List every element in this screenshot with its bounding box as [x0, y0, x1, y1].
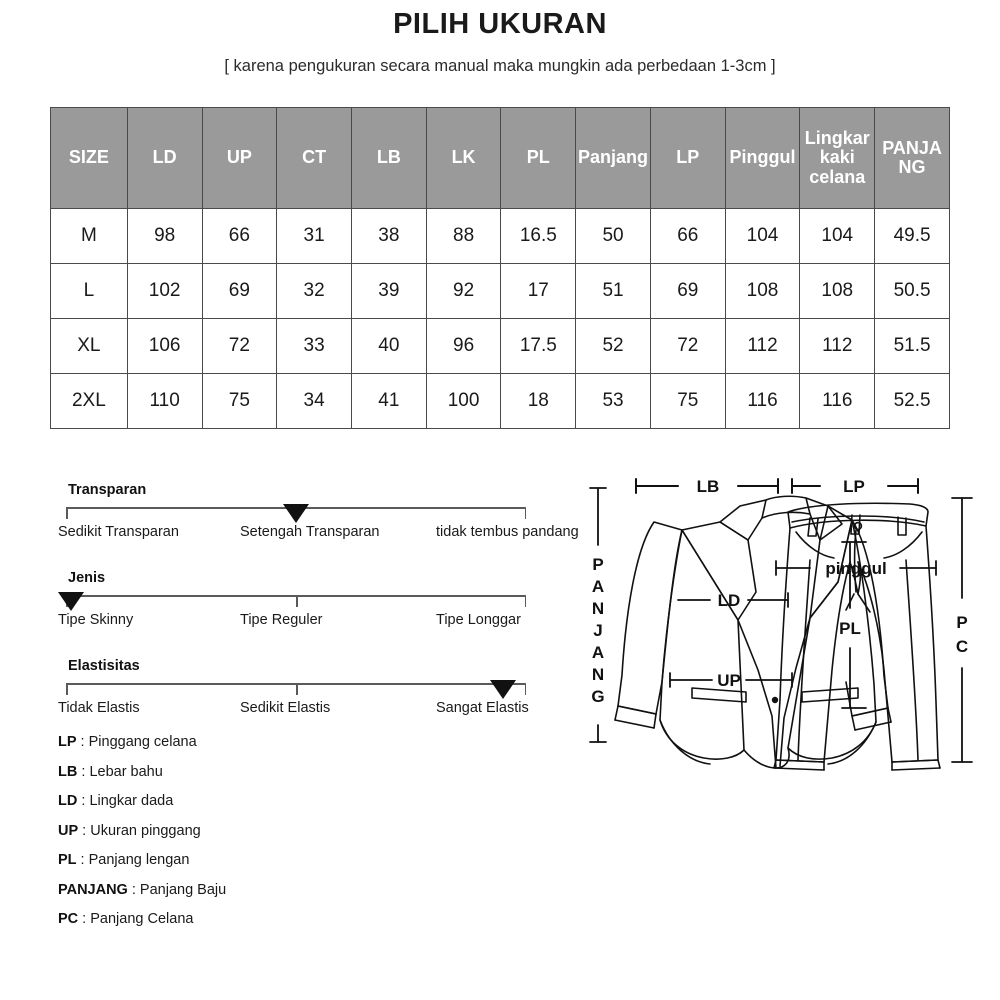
cell-lingkar-kaki: 104 [800, 209, 875, 264]
cell-lk: 100 [426, 374, 501, 429]
legend-item: PL : Panjang lengan [58, 852, 190, 868]
cell-ld: 102 [127, 264, 202, 319]
cell-panjang-baju: 52.5 [875, 374, 950, 429]
cell-lb: 41 [351, 374, 426, 429]
cell-panjang-baju: 50.5 [875, 264, 950, 319]
label-ld: LD [717, 591, 741, 610]
legend-desc: Pinggang celana [88, 734, 197, 750]
label-lp: LP [843, 477, 865, 496]
scale-marker-triangle-icon [283, 504, 309, 523]
scale-jenis-labels [58, 612, 598, 632]
label-pl: PL [839, 619, 861, 638]
cell-panjang-baju: 49.5 [875, 209, 950, 264]
cell-size: L [51, 264, 128, 319]
cell-up: 66 [202, 209, 277, 264]
cell-ld: 98 [127, 209, 202, 264]
label-pc-p: P [956, 613, 968, 632]
scale-elastisitas-bar [66, 683, 526, 696]
legend-item: PC : Panjang Celana [58, 911, 194, 927]
legend-desc: Panjang Baju [139, 881, 227, 898]
cell-size: M [51, 209, 128, 264]
column-header-pl: PL [501, 108, 576, 209]
cell-pl: 18 [501, 374, 576, 429]
cell-lp: 72 [650, 319, 725, 374]
label-pinggul: pinggul [825, 559, 887, 578]
cell-pinggul: 112 [725, 319, 800, 374]
legend-abbr: PC [58, 911, 79, 927]
cell-lk: 88 [426, 209, 501, 264]
table-row [51, 374, 950, 429]
cell-panjang-baju: 51.5 [875, 319, 950, 374]
column-header-up: UP [202, 108, 277, 209]
column-header-ct: CT [277, 108, 352, 209]
cell-pl: 17 [501, 264, 576, 319]
legend-item: LP : Pinggang celana [58, 734, 197, 750]
cell-up: 72 [202, 319, 277, 374]
page-title: PILIH UKURAN [393, 8, 607, 40]
scale-tick-middle [296, 683, 298, 695]
garment-diagrams [570, 470, 990, 940]
legend-abbr: LB [58, 763, 78, 780]
legend-abbr: PANJANG [58, 881, 128, 898]
scale-transparan [58, 482, 579, 544]
legend-item: PANJANG : Panjang Baju [58, 881, 227, 898]
cell-size: 2XL [51, 374, 128, 429]
scale-tick-start [66, 507, 68, 519]
scale-jenis [58, 570, 558, 632]
table-row [51, 264, 950, 319]
column-header-lingkar-kaki-celana: Lingkar kaki celana [800, 108, 875, 209]
table-row [51, 319, 950, 374]
label-lb: LB [696, 477, 720, 496]
label-up: UP [717, 671, 741, 690]
cell-lp: 75 [650, 374, 725, 429]
column-header-lp: LP [650, 108, 725, 209]
column-header-ld: LD [127, 108, 202, 209]
cell-panjang: 51 [576, 264, 651, 319]
label-panjang-a: A [591, 577, 605, 596]
scale-tick-end [525, 595, 527, 607]
scale-label-high: Tipe Longgar [436, 612, 521, 628]
legend-abbr: LD [58, 793, 78, 809]
cell-lingkar-kaki: 112 [800, 319, 875, 374]
scale-transparan-bar [66, 507, 526, 520]
cell-lk: 92 [426, 264, 501, 319]
label-panjang-p: P [592, 555, 604, 574]
cell-ct: 32 [277, 264, 352, 319]
scale-jenis-bar [66, 595, 526, 608]
legend-abbr: LP [58, 734, 77, 750]
label-panjang-n: N [591, 599, 605, 618]
scale-label-mid: Sedikit Elastis [240, 700, 331, 716]
scale-elastisitas-labels [58, 700, 598, 720]
scale-transparan-title: Transparan [68, 482, 147, 498]
scale-label-mid: Tipe Reguler [240, 612, 323, 628]
cell-pl: 17.5 [501, 319, 576, 374]
cell-lb: 38 [351, 209, 426, 264]
label-panjang-a2: A [591, 643, 605, 662]
scale-label-low: Tipe Skinny [58, 612, 134, 628]
scale-tick-end [525, 507, 527, 519]
table-header-row [51, 108, 950, 209]
cell-ld: 110 [127, 374, 202, 429]
cell-lp: 66 [650, 209, 725, 264]
cell-panjang: 53 [576, 374, 651, 429]
scale-jenis-title: Jenis [68, 570, 106, 586]
scale-marker-triangle-icon [490, 680, 516, 699]
table-row [51, 209, 950, 264]
label-panjang-n2: N [591, 665, 605, 684]
legend-desc: Lebar bahu [89, 763, 163, 780]
scale-label-high: Sangat Elastis [436, 700, 529, 716]
scale-tick-end [525, 683, 527, 695]
column-header-panjang: Panjang [576, 108, 651, 209]
cell-up: 75 [202, 374, 277, 429]
property-scales [58, 482, 579, 746]
column-header-size: SIZE [51, 108, 128, 209]
label-panjang-j: J [593, 621, 603, 640]
cell-pl: 16.5 [501, 209, 576, 264]
scale-marker-triangle-icon [58, 592, 84, 611]
size-table [50, 107, 950, 429]
cell-ct: 33 [277, 319, 352, 374]
cell-size: XL [51, 319, 128, 374]
column-header-panjang-celana: PANJANG [875, 108, 950, 209]
cell-lp: 69 [650, 264, 725, 319]
scale-tick-middle [296, 595, 298, 607]
legend-item: LB : Lebar bahu [58, 763, 163, 780]
scale-label-high: tidak tembus pandang [436, 524, 579, 540]
scale-label-low: Sedikit Transparan [58, 524, 179, 540]
legend-desc: Ukuran pinggang [90, 822, 201, 839]
column-header-lb: LB [351, 108, 426, 209]
cell-pinggul: 108 [725, 264, 800, 319]
cell-lb: 39 [351, 264, 426, 319]
cell-lb: 40 [351, 319, 426, 374]
scale-elastisitas [58, 658, 558, 720]
legend-item: LD : Lingkar dada [58, 793, 174, 809]
legend-abbr: UP [58, 822, 79, 839]
legend-desc: Panjang Celana [90, 911, 194, 927]
size-table-container [50, 107, 950, 429]
column-header-lk: LK [426, 108, 501, 209]
label-panjang-g: G [591, 687, 605, 706]
column-header-pinggul: Pinggul [725, 108, 800, 209]
cell-panjang: 50 [576, 209, 651, 264]
scale-transparan-labels [58, 524, 598, 544]
cell-ld: 106 [127, 319, 202, 374]
cell-up: 69 [202, 264, 277, 319]
cell-pinggul: 104 [725, 209, 800, 264]
cell-pinggul: 116 [725, 374, 800, 429]
scale-tick-start [66, 683, 68, 695]
abbreviation-legend [58, 735, 458, 942]
legend-desc: Lingkar dada [89, 793, 174, 809]
cell-panjang: 52 [576, 319, 651, 374]
legend-item: UP : Ukuran pinggang [58, 822, 201, 839]
legend-abbr: PL [58, 852, 77, 868]
cell-ct: 31 [277, 209, 352, 264]
scale-label-mid: Setengah Transparan [240, 524, 380, 540]
label-pc-c: C [955, 637, 969, 656]
cell-lk: 96 [426, 319, 501, 374]
page-subtitle: [ karena pengukuran secara manual maka mungkin ada perbedaan 1-3cm ] [224, 57, 776, 75]
legend-desc: Panjang lengan [88, 852, 190, 868]
scale-elastisitas-title: Elastisitas [68, 658, 140, 674]
cell-ct: 34 [277, 374, 352, 429]
scale-label-low: Tidak Elastis [58, 700, 140, 716]
cell-lingkar-kaki: 108 [800, 264, 875, 319]
cell-lingkar-kaki: 116 [800, 374, 875, 429]
